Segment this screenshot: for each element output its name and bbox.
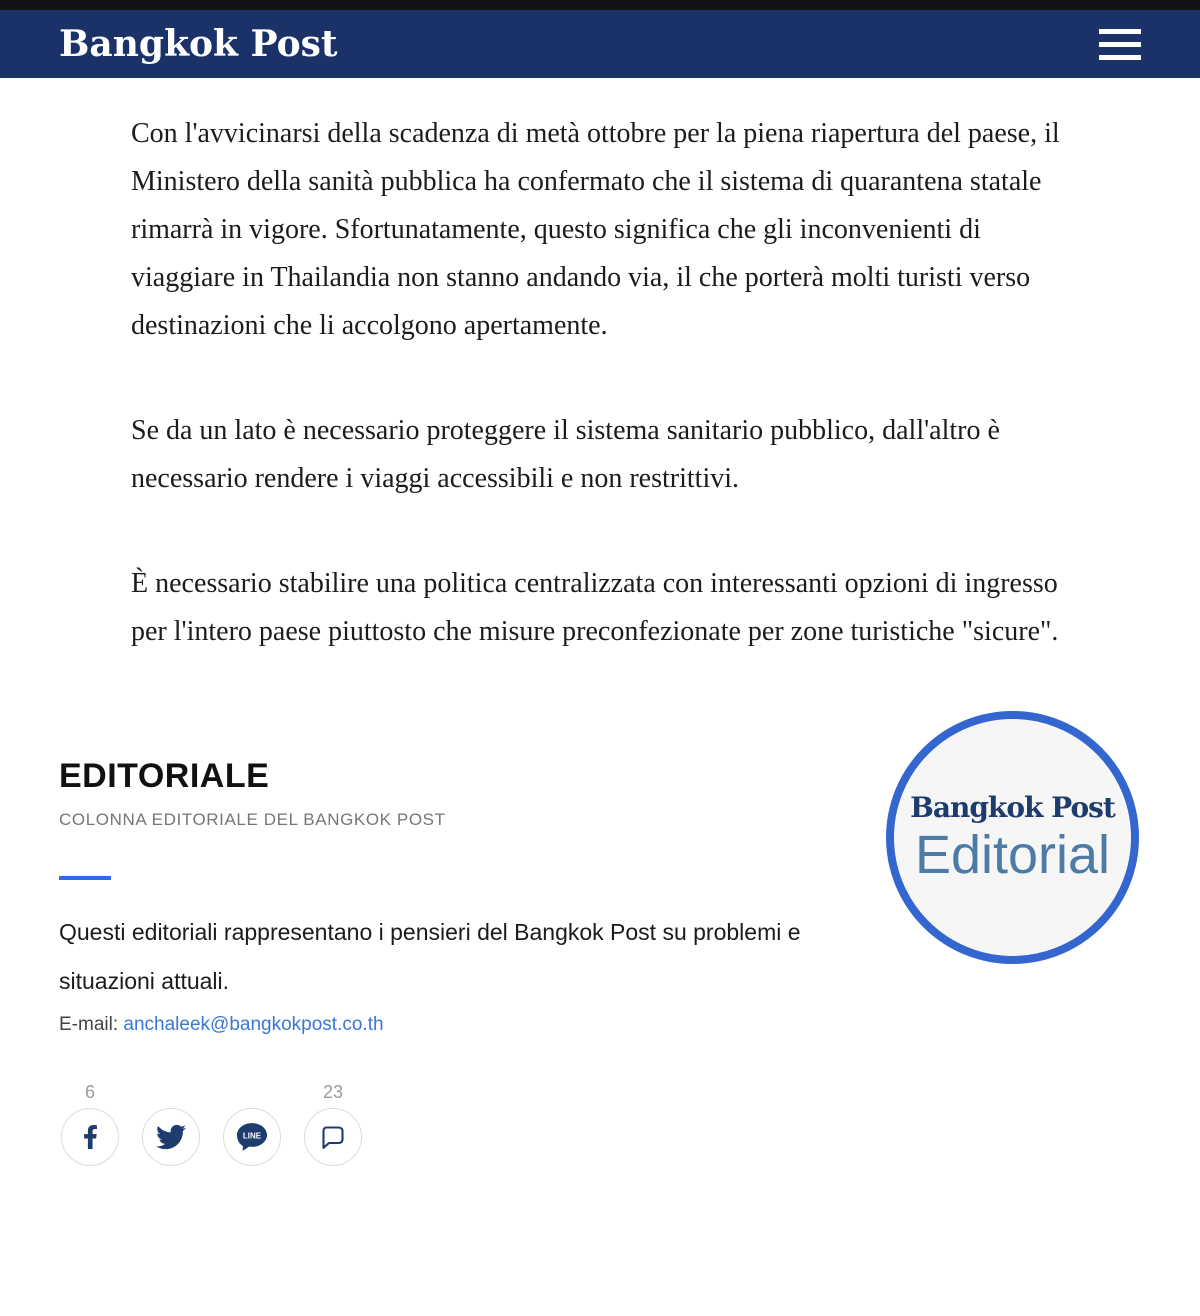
twitter-icon [156, 1122, 186, 1152]
comment-icon [317, 1121, 349, 1153]
comment-count: 23 [322, 1082, 344, 1102]
article-body [0, 78, 1200, 656]
hamburger-icon [1099, 42, 1141, 47]
header [0, 10, 1200, 78]
twitter-share [142, 1080, 200, 1166]
article-paragraph: Se da un lato è necessario proteggere il sistema sanitario pubblico, dall'altro è necessario rendere i viaggi accessibili e non restrittivi. [131, 415, 1000, 494]
menu-button[interactable] [1099, 29, 1141, 60]
bangkok-post-logo[interactable]: Bangkok Post [59, 23, 338, 65]
email-label: E-mail: [59, 1014, 119, 1035]
comment-button[interactable] [304, 1108, 362, 1166]
hamburger-icon [1099, 55, 1141, 60]
editorial-section [0, 758, 1200, 1038]
editorial-heading: EDITORIALE [59, 757, 270, 795]
editorial-subheading: COLONNA EDITORIALE DEL BANGKOK POST [59, 810, 446, 829]
badge-brand: Bangkok Post [910, 791, 1115, 824]
hamburger-icon [1099, 29, 1141, 34]
facebook-share [61, 1080, 119, 1166]
svg-text:LINE: LINE [242, 1131, 262, 1141]
article-paragraph: Con l'avvicinarsi della scadenza di metà ottobre per la piena riapertura del paese, il Ministero della sanità pubblica ha confermato che il sistema di quarantena statale rimarrà in vigore. Sfortunatamente, questo significa che gli inconvenienti di viaggiare in Thailandia non stanno andando via, il che porterà molti turisti verso destinazioni che li accolgono apertamente. [131, 118, 1060, 341]
section-divider [59, 876, 111, 880]
email-link[interactable]: anchaleek@bangkokpost.co.th [123, 1014, 384, 1035]
top-strip [0, 0, 1200, 10]
facebook-icon [83, 1123, 98, 1151]
article-paragraph: È necessario stabilire una politica centralizzata con interessanti opzioni di ingresso per l'intero paese piuttosto che misure preconfezionate per zone turistiche "sicure". [131, 568, 1059, 647]
facebook-share-button[interactable] [61, 1108, 119, 1166]
email-line [59, 1012, 1200, 1038]
editorial-description: Questi editoriali rappresentano i pensieri del Bangkok Post su problemi e situazioni attuali. [59, 919, 801, 994]
line-icon [232, 1117, 272, 1157]
editorial-badge [886, 711, 1139, 964]
facebook-share-count: 6 [84, 1082, 95, 1102]
article-content [0, 78, 1200, 1218]
comment-share [304, 1080, 362, 1166]
line-share-button[interactable] [223, 1108, 281, 1166]
twitter-share-button[interactable] [142, 1108, 200, 1166]
share-bar [0, 1080, 1200, 1218]
line-share [223, 1080, 281, 1166]
badge-label: Editorial [914, 825, 1111, 885]
